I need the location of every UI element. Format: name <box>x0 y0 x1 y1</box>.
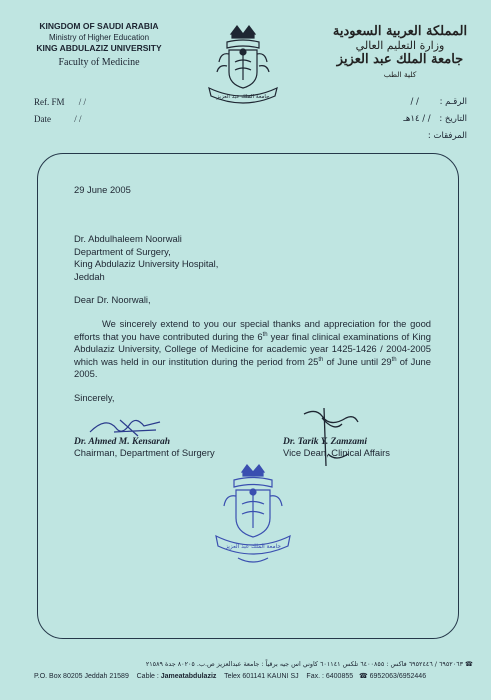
ar-attachments-line <box>347 131 467 141</box>
ar-date-line <box>347 114 467 124</box>
body-ordinal-3: 29 <box>378 355 392 367</box>
letter-body <box>74 318 431 381</box>
university-name-ar: جامعة الملك عبد العزيز <box>336 52 464 67</box>
body-ordinal-3-sup: th <box>391 356 397 363</box>
footer-cable-label: Cable : <box>136 673 159 680</box>
salutation: Dear Dr. Noorwali, <box>74 294 151 305</box>
university-stamp <box>212 462 294 572</box>
body-ordinal-1-sup: th <box>262 331 268 338</box>
body-part-2: year final clinical examinations of King Abdulaziz University, College of Medicine for academic year 1425-1426 / 2004-2005 which was held in our institution during the period from <box>74 330 431 367</box>
date-value: / / <box>74 114 82 124</box>
signatory-left-title: Chairman, Department of Surgery <box>74 447 215 458</box>
logo-banner-text: جامعة الملك عبد العزيز <box>216 94 270 100</box>
recipient-hospital: King Abdulaziz University Hospital, <box>74 258 219 270</box>
ref-label: Ref. FM <box>34 97 65 107</box>
ar-date-value: / / ١٤هـ <box>403 114 431 124</box>
faculty-name-en: Faculty of Medicine <box>58 57 140 68</box>
body-part-1: We sincerely extend to you our special thanks and appreciation for the good efforts that you have contributed during the <box>74 318 431 342</box>
header-english-block <box>24 21 174 68</box>
signatory-right-name: Dr. Tarik Y. Zamzami <box>283 437 368 447</box>
university-name-en: KING ABDULAZIZ UNIVERSITY <box>36 43 162 53</box>
header-arabic-block <box>330 24 470 79</box>
university-logo <box>203 22 283 106</box>
body-part-4: of June 2005. <box>74 355 431 380</box>
faculty-name-ar: كلية الطب <box>383 70 417 79</box>
ar-attachments-label: المرفقات : <box>427 131 467 141</box>
footer-po-box: P.O. Box 80205 Jeddah 21589 <box>34 673 129 680</box>
ar-date-label: التاريخ : <box>439 114 467 124</box>
date-line <box>34 114 82 124</box>
body-ordinal-2-sup: th <box>318 356 324 363</box>
recipient-department: Department of Surgery, <box>74 245 171 257</box>
footer-english <box>34 672 426 680</box>
footer-telex: Telex 601141 KAUNI SJ <box>224 673 299 680</box>
footer-fax: Fax. : 6400855 <box>306 673 354 680</box>
kingdom-name-en: KINGDOM OF SAUDI ARABIA <box>39 21 159 31</box>
body-part-3: of June until <box>323 355 379 367</box>
footer-telephone: ☎ 6952063/6952446 <box>358 673 427 680</box>
recipient-name: Dr. Abdulhaleem Noorwali <box>74 233 182 244</box>
stamp-banner-text: جامعة الملك عبد العزيز <box>225 544 281 550</box>
ar-number-line <box>347 97 467 107</box>
letter-date: 29 June 2005 <box>74 184 131 195</box>
footer-cable-value: Jameatabdulaziz <box>160 673 217 680</box>
signatory-right-title: Vice Dean, Clinical Affairs <box>283 447 390 458</box>
ar-number-label: الرقـم : <box>439 97 467 107</box>
kingdom-name-ar: المملكة العربية السعودية <box>332 24 468 39</box>
ref-value: / / <box>78 97 87 107</box>
recipient-city: Jeddah <box>74 270 105 282</box>
ar-number-value: / / <box>410 97 419 107</box>
footer-arabic: ☎ ٦٩٥٢٠٦٣ / ٦٩٥٢٤٤٦ فاكس : ٦٤٠٠٨٥٥ تلكس ٦٠١١٤١ كاوني اس جيه برقياً : جامعة عبدالعزيز ص.ب. ٨٠٢٠٥ جدة ٢١٥٨٩ <box>145 660 473 668</box>
signatory-right <box>283 437 390 460</box>
body-ordinal-2: 25 <box>304 355 319 367</box>
closing: Sincerely, <box>74 392 115 403</box>
ministry-name-ar: وزارة التعليم العالي <box>355 39 445 52</box>
ref-line <box>34 97 86 107</box>
ministry-name-en: Ministry of Higher Education <box>48 33 150 42</box>
body-ordinal-1: 6 <box>257 330 263 342</box>
signatory-left <box>74 437 215 460</box>
date-label: Date <box>34 114 51 124</box>
recipient-block <box>74 233 218 283</box>
signatory-left-name: Dr. Ahmed M. Kensarah <box>74 437 170 447</box>
